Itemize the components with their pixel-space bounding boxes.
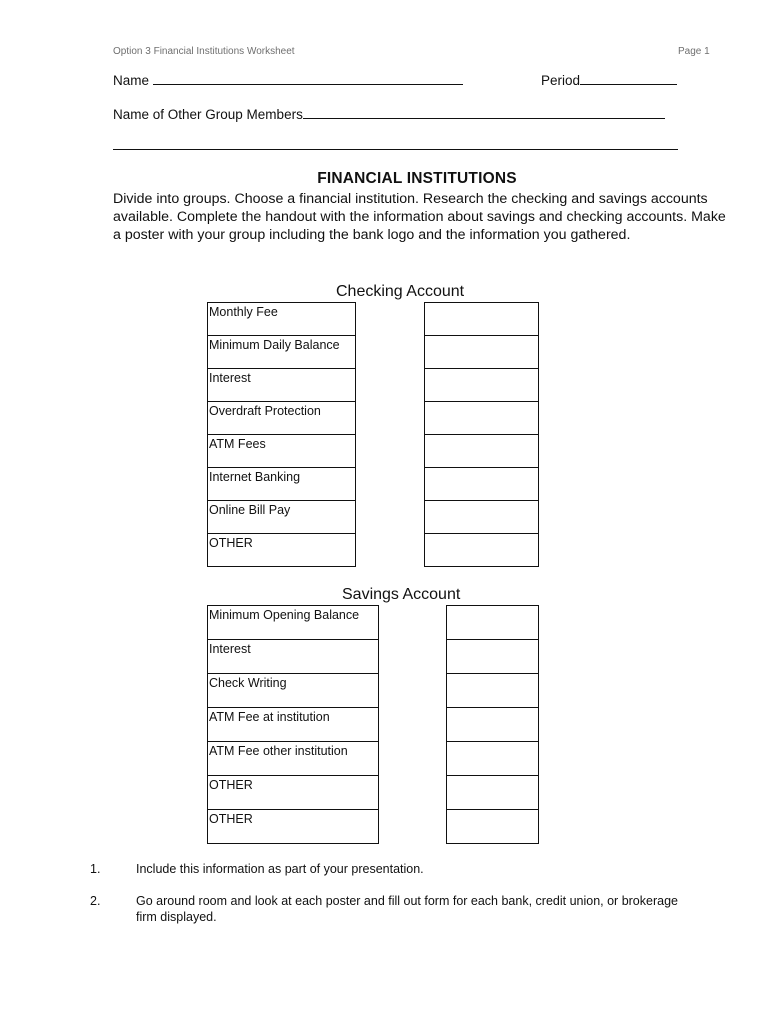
instructions-paragraph: Divide into groups. Choose a financial institution. Research the checking and savings accounts available. Complete the handout with the information about savings and checking accounts. Make a poster with your group including the bank logo and the information you gathered. [113,191,726,243]
checking-row-value-input[interactable] [425,369,538,402]
savings-row-value-input[interactable] [447,810,538,844]
page-title: FINANCIAL INSTITUTIONS [317,170,517,187]
savings-row-label: Interest [208,640,378,674]
list-item [0,861,768,881]
savings-row-value-input[interactable] [447,606,538,640]
group-members-label: Name of Other Group Members [113,107,303,122]
page-number: Page 1 [678,46,710,57]
checking-row-label: Online Bill Pay [208,501,355,534]
period-field [541,70,677,88]
name-field [113,70,463,88]
checking-row-value-input[interactable] [425,402,538,435]
checking-row-label: Minimum Daily Balance [208,336,355,369]
savings-row-label: Minimum Opening Balance [208,606,378,640]
header-title: Option 3 Financial Institutions Worksheet [113,46,295,57]
checking-row-label: Interest [208,369,355,402]
savings-row-label: ATM Fee at institution [208,708,378,742]
savings-row-value-input[interactable] [447,776,538,810]
checking-row-value-input[interactable] [425,303,538,336]
checking-row-label: OTHER [208,534,355,567]
checking-row-label: Internet Banking [208,468,355,501]
group-members-blank[interactable] [303,104,665,119]
checking-row-label: ATM Fees [208,435,355,468]
checking-row-value-input[interactable] [425,336,538,369]
savings-row-label: Check Writing [208,674,378,708]
list-text: Go around room and look at each poster and fill out form for each bank, credit union, or brokerage firm displayed. [136,894,678,924]
checking-values-column [424,302,539,567]
list-text: Include this information as part of your presentation. [136,862,424,876]
checking-row-value-input[interactable] [425,501,538,534]
group-members-field [113,104,665,122]
checking-row-value-input[interactable] [425,534,538,567]
savings-row-value-input[interactable] [447,674,538,708]
savings-account-title: Savings Account [342,586,461,603]
savings-labels-column [207,605,379,844]
period-blank[interactable] [580,70,677,85]
list-number: 2. [90,894,101,908]
savings-values-column [446,605,539,844]
checking-row-label: Monthly Fee [208,303,355,336]
savings-row-label: ATM Fee other institution [208,742,378,776]
list-item [0,893,768,933]
checking-labels-column [207,302,356,567]
checking-account-title: Checking Account [336,283,465,300]
period-label: Period [541,73,581,88]
savings-row-label: OTHER [208,810,378,844]
name-label: Name [113,73,150,88]
savings-row-value-input[interactable] [447,708,538,742]
checking-row-value-input[interactable] [425,435,538,468]
list-number: 1. [90,862,101,876]
checking-row-value-input[interactable] [425,468,538,501]
savings-row-value-input[interactable] [447,640,538,674]
savings-row-label: OTHER [208,776,378,810]
checking-row-label: Overdraft Protection [208,402,355,435]
savings-row-value-input[interactable] [447,742,538,776]
group-members-blank-2[interactable] [113,149,678,150]
name-blank[interactable] [153,70,463,85]
